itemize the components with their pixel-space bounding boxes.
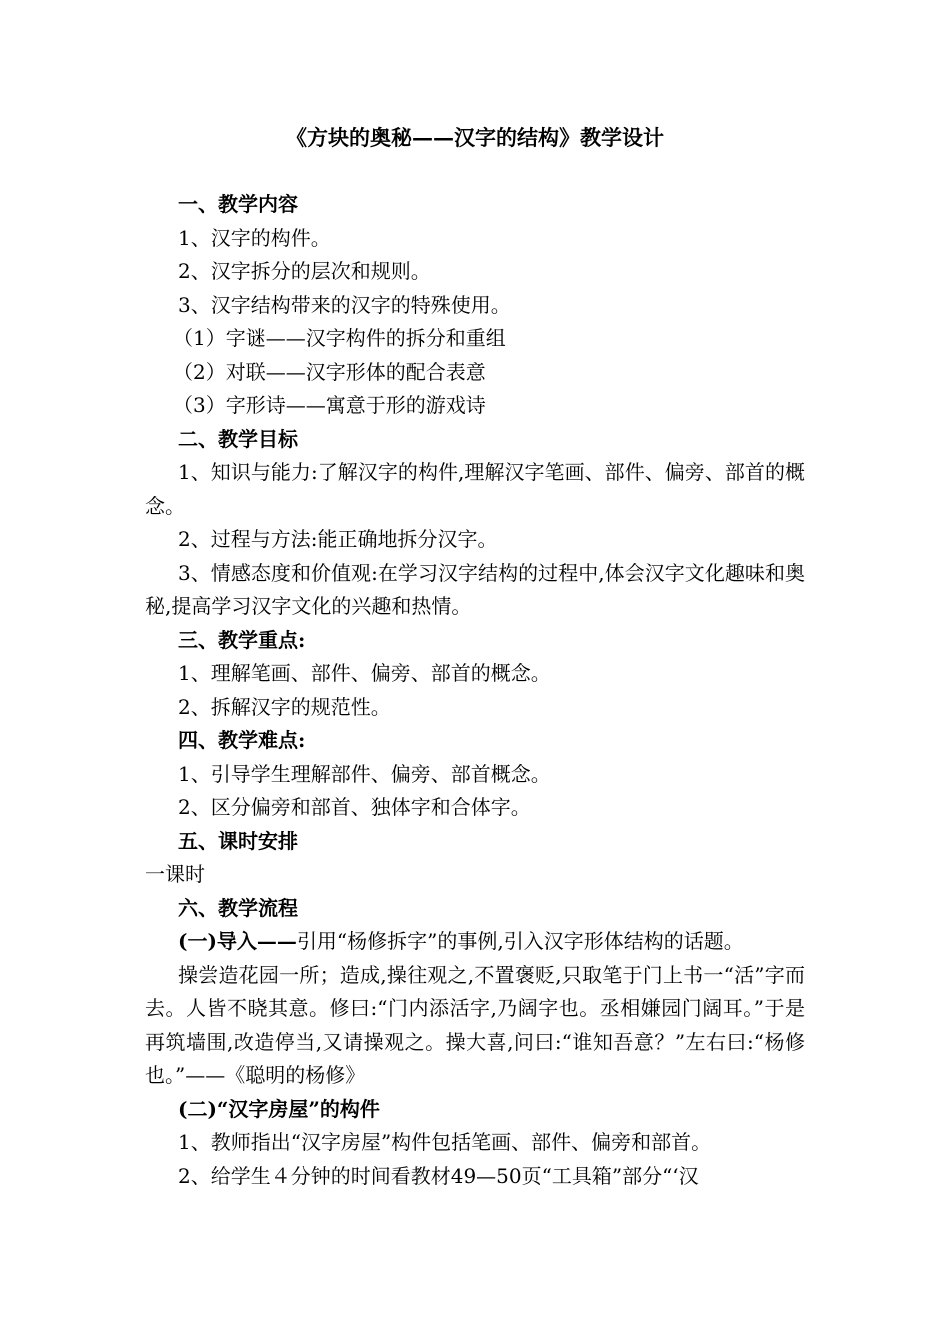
sub-list-item: （3）字形诗——寓意于形的游戏诗 <box>173 393 486 417</box>
step-text: 引用“杨修拆字”的事例,引入汉字形体结构的话题。 <box>296 929 744 953</box>
section-heading: 五、课时安排 <box>178 828 298 853</box>
list-item: 3、汉字结构带来的汉字的特殊使用。 <box>178 292 511 317</box>
section-heading: 一、教学内容 <box>178 192 298 216</box>
story-quote: 操尝造花园一所；造成,操往观之,不置褒贬,只取笔于门上书一“活”字而去。人皆不晓其意。修曰:“门内添活字,乃阔字也。丞相嫌园门阔耳。”于是再筑墙围,改造停当,又请操观之。操大喜,问曰:“谁知吾意？”左右曰:“杨修也。”——《聪明的杨修》 <box>145 962 805 1087</box>
list-item: 2、区分偏旁和部首、独体字和合体字。 <box>178 795 531 819</box>
section-heading: 四、教学难点: <box>178 728 306 752</box>
section-heading: 二、教学目标 <box>178 426 298 451</box>
section-heading: 三、教学重点: <box>178 627 306 652</box>
paragraph: 2、给学生４分钟的时间看教材49—50页“工具箱”部分“‘汉 <box>178 1163 699 1188</box>
list-item: 1、汉字的构件。 <box>178 225 331 250</box>
sub-list-item: （2）对联——汉字形体的配合表意 <box>173 359 486 384</box>
list-item: 2、拆解汉字的规范性。 <box>178 694 391 719</box>
step-label: (一)导入—— <box>178 929 297 953</box>
paragraph: 1、知识与能力:了解汉字的构件,理解汉字笔画、部件、偏旁、部首的概念。 <box>145 460 805 518</box>
list-item: 1、理解笔画、部件、偏旁、部首的概念。 <box>178 661 551 685</box>
document-title: 《方块的奥秘——汉字的结构》教学设计 <box>286 125 664 150</box>
paragraph <box>145 925 805 959</box>
sub-list-item: （1）字谜——汉字构件的拆分和重组 <box>173 326 506 350</box>
paragraph: 2、过程与方法:能正确地拆分汉字。 <box>178 527 498 551</box>
paragraph: 3、情感态度和价值观:在学习汉字结构的过程中,体会汉字文化趣味和奥秘,提高学习汉字文化的兴趣和热情。 <box>145 560 805 618</box>
section-heading: (二)“汉字房屋”的构件 <box>178 1096 380 1121</box>
paragraph: 1、教师指出“汉字房屋”构件包括笔画、部件、偏旁和部首。 <box>178 1130 712 1154</box>
paragraph: 一课时 <box>145 862 205 886</box>
section-heading: 六、教学流程 <box>178 895 298 920</box>
list-item: 1、引导学生理解部件、偏旁、部首概念。 <box>178 761 551 786</box>
list-item: 2、汉字拆分的层次和规则。 <box>178 259 431 283</box>
document-body <box>145 188 805 1193</box>
